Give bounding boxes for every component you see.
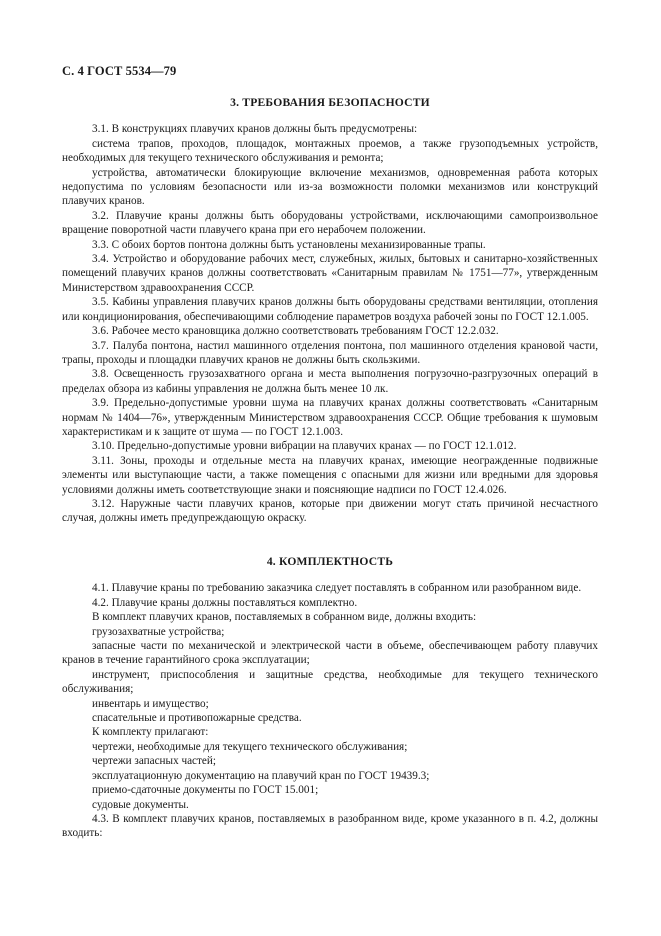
section-heading: 3. ТРЕБОВАНИЯ БЕЗОПАСНОСТИ xyxy=(230,96,430,109)
paragraph: 3.3. С обоих бортов понтона должны быть установлены механизированные трапы. xyxy=(92,238,486,251)
list-item: грузозахватные устройства; xyxy=(92,625,225,638)
list-item: спасательные и противопожарные средства. xyxy=(92,712,302,725)
list-item: запасные части по механической и электрической части в объеме, обеспечивающем работу плавучих кранов в течение гарантийного срока эксплуатации; xyxy=(62,640,598,667)
page-header: С. 4 ГОСТ 5534—79 xyxy=(62,64,177,78)
section-safety-requirements xyxy=(62,96,598,526)
paragraph: 3.12. Наружные части плавучих кранов, которые при движении могут стать причиной несчастного случая, должны иметь предупреждающую окраску. xyxy=(62,497,598,525)
section-completeness xyxy=(62,555,598,841)
paragraph: 3.1. В конструкциях плавучих кранов должны быть предусмотрены: xyxy=(92,123,418,136)
paragraph: 3.9. Предельно-допустимые уровни шума на плавучих кранах должны соответствовать «Санитарным нормам № 1404—76», утвержденным Министерством здравоохранения СССР. Общие требования к шумовым характеристикам и к защите от шума — по ГОСТ 12.1.003. xyxy=(62,397,598,438)
list-item: чертежи запасных частей; xyxy=(92,755,216,768)
paragraph: В комплект плавучих кранов, поставляемых в собранном виде, должны входить: xyxy=(92,611,477,624)
paragraph: 3.10. Предельно-допустимые уровни вибрации на плавучих кранах — по ГОСТ 12.1.012. xyxy=(92,440,517,453)
paragraph: 4.3. В комплект плавучих кранов, поставляемых в разобранном виде, кроме указанного в п. 4.2, должны входить: xyxy=(62,812,598,840)
paragraph: 4.2. Плавучие краны должны поставляться комплектно. xyxy=(92,596,358,609)
list-item: инструмент, приспособления и защитные средства, необходимые для текущего технического обслуживания; xyxy=(62,668,598,696)
list-item: инвентарь и имущество; xyxy=(92,697,209,710)
paragraph: 3.6. Рабочее место крановщика должно соответствовать требованиям ГОСТ 12.2.032. xyxy=(92,325,499,338)
paragraph: 4.1. Плавучие краны по требованию заказчика следует поставлять в собранном или разобранном виде. xyxy=(92,582,582,595)
paragraph: 3.7. Палуба понтона, настил машинного отделения понтона, пол машинного отделения крановой части, трапы, проходы и площадки плавучих кранов не должны быть скользкими. xyxy=(62,339,598,366)
list-item: эксплуатационную документацию на плавучий кран по ГОСТ 19439.3; xyxy=(92,769,430,782)
paragraph: 3.11. Зоны, проходы и отдельные места на плавучих кранах, имеющие неогражденные подвижные элементы или выступающие части, а также помещения с опасными для жизни или вредными для здоровья условиями должны иметь соответствующие знаки и поясняющие надписи по ГОСТ 12.4.026. xyxy=(62,454,598,496)
paragraph: устройства, автоматически блокирующие включение механизмов, одновременная работа которых недопустима по условиям безопасности или из-за возможности поломки механизмов или конструкций плавучих кранов. xyxy=(62,166,598,208)
paragraph: 3.8. Освещенность грузозахватного органа и места выполнения погрузочно-разгрузочных операций в пределах обзора из кабины управления не должна быть менее 10 лк. xyxy=(62,368,598,395)
paragraph: 3.2. Плавучие краны должны быть оборудованы устройствами, исключающими самопроизвольное вращение поворотной части плавучего крана при его нерабочем положении. xyxy=(62,209,598,237)
paragraph: 3.4. Устройство и оборудование рабочих мест, служебных, жилых, бытовых и санитарно-хозяйственных помещений плавучих кранов должны соответствовать «Санитарным правилам № 1751—77», утвержденным Министерством здравоохранения СССР. xyxy=(62,253,598,294)
paragraph: 3.5. Кабины управления плавучих кранов должны быть оборудованы средствами вентиляции, отопления или кондиционирования, обеспечивающими соблюдение параметров воздуха рабочей зоны по ГОСТ 12.1.005. xyxy=(62,296,598,323)
list-item: чертежи, необходимые для текущего технического обслуживания; xyxy=(92,740,408,753)
paragraph: К комплекту прилагают: xyxy=(92,726,209,739)
section-heading: 4. КОМПЛЕКТНОСТЬ xyxy=(266,555,394,568)
list-item: приемо-сдаточные документы по ГОСТ 15.001; xyxy=(92,784,319,797)
list-item: судовые документы. xyxy=(92,798,189,811)
paragraph: система трапов, проходов, площадок, монтажных проемов, а также грузоподъемных устройств, необходимых для текущего технического обслуживания и ремонта; xyxy=(62,137,598,165)
